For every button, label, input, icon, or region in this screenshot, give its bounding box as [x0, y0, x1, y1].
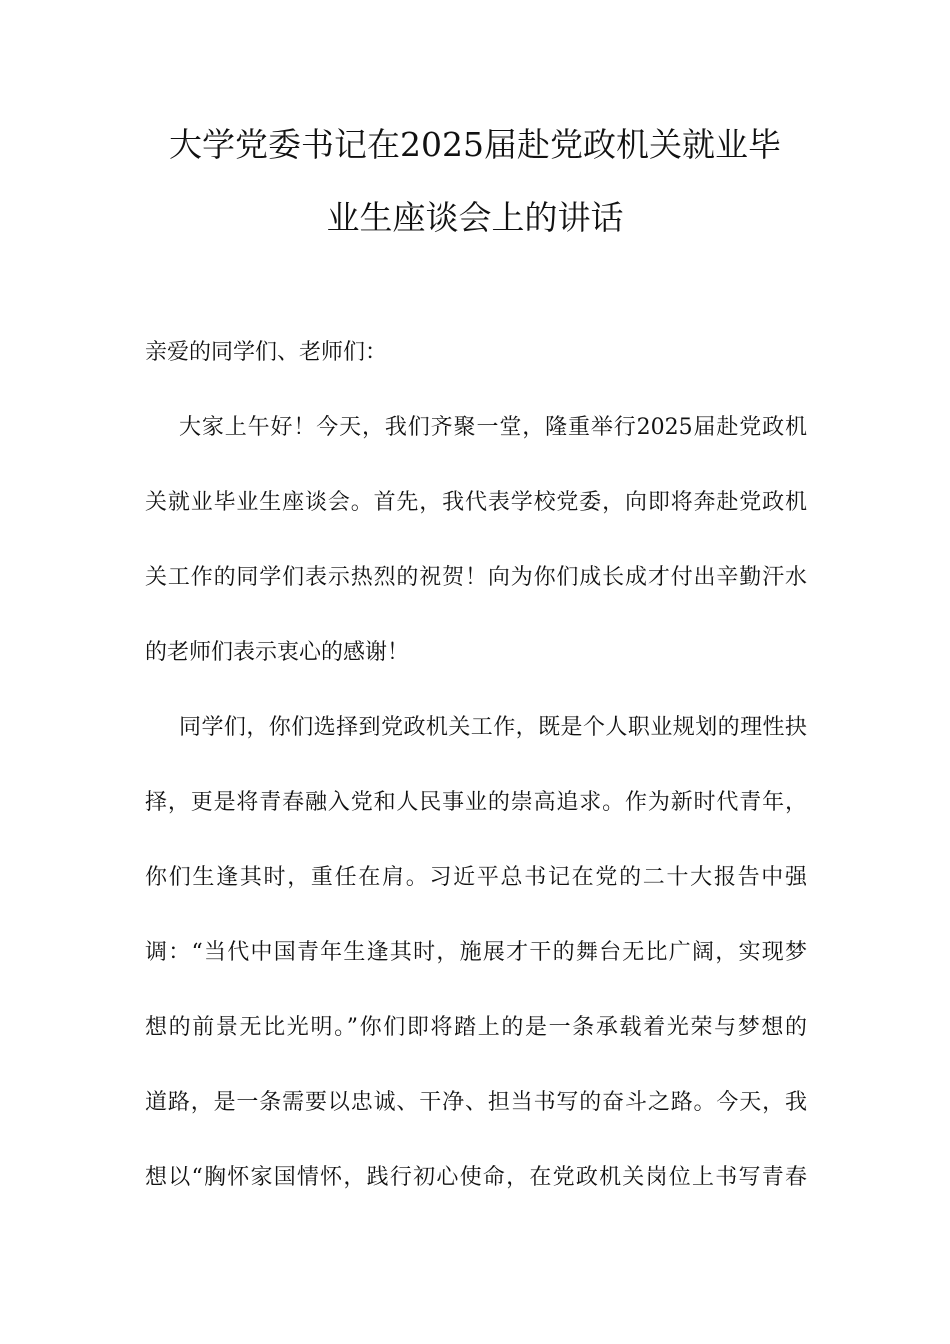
text-line: 关工作的同学们表示热烈的祝贺！向为你们成长成才付出辛勤汗水: [145, 565, 807, 590]
text-line: 想以“胸怀家国情怀，践行初心使命，在党政机关岗位上书写青春: [145, 1165, 807, 1190]
title-line: 业生座谈会上的讲话: [326, 198, 624, 237]
paragraph-2: [145, 708, 807, 1233]
text-line: 关就业毕业生座谈会。首先，我代表学校党委，向即将奔赴党政机: [145, 490, 807, 515]
text-line: 你们生逢其时，重任在肩。习近平总书记在党的二十大报告中强: [145, 865, 807, 890]
title-line: 大学党委书记在2025届赴党政机关就业毕: [169, 125, 781, 164]
text-line: 同学们，你们选择到党政机关工作，既是个人职业规划的理性抉: [179, 715, 807, 740]
text-line: 大家上午好！今天，我们齐聚一堂，隆重举行2025届赴党政机: [179, 415, 807, 440]
document-title: [140, 108, 810, 254]
paragraph-1: [145, 408, 807, 708]
text-line: 想的前景无比光明。”你们即将踏上的是一条承载着光荣与梦想的: [145, 1015, 807, 1040]
text-line: 调：“当代中国青年生逢其时，施展才干的舞台无比广阔，实现梦: [145, 940, 807, 965]
text-line: 择，更是将青春融入党和人民事业的崇高追求。作为新时代青年，: [145, 790, 807, 815]
document-body: [145, 333, 807, 1233]
text-line: 的老师们表示衷心的感谢！: [145, 640, 410, 665]
text-line: 道路，是一条需要以忠诚、干净、担当书写的奋斗之路。今天，我: [145, 1090, 807, 1115]
salutation: 亲爱的同学们、老师们：: [145, 340, 388, 365]
